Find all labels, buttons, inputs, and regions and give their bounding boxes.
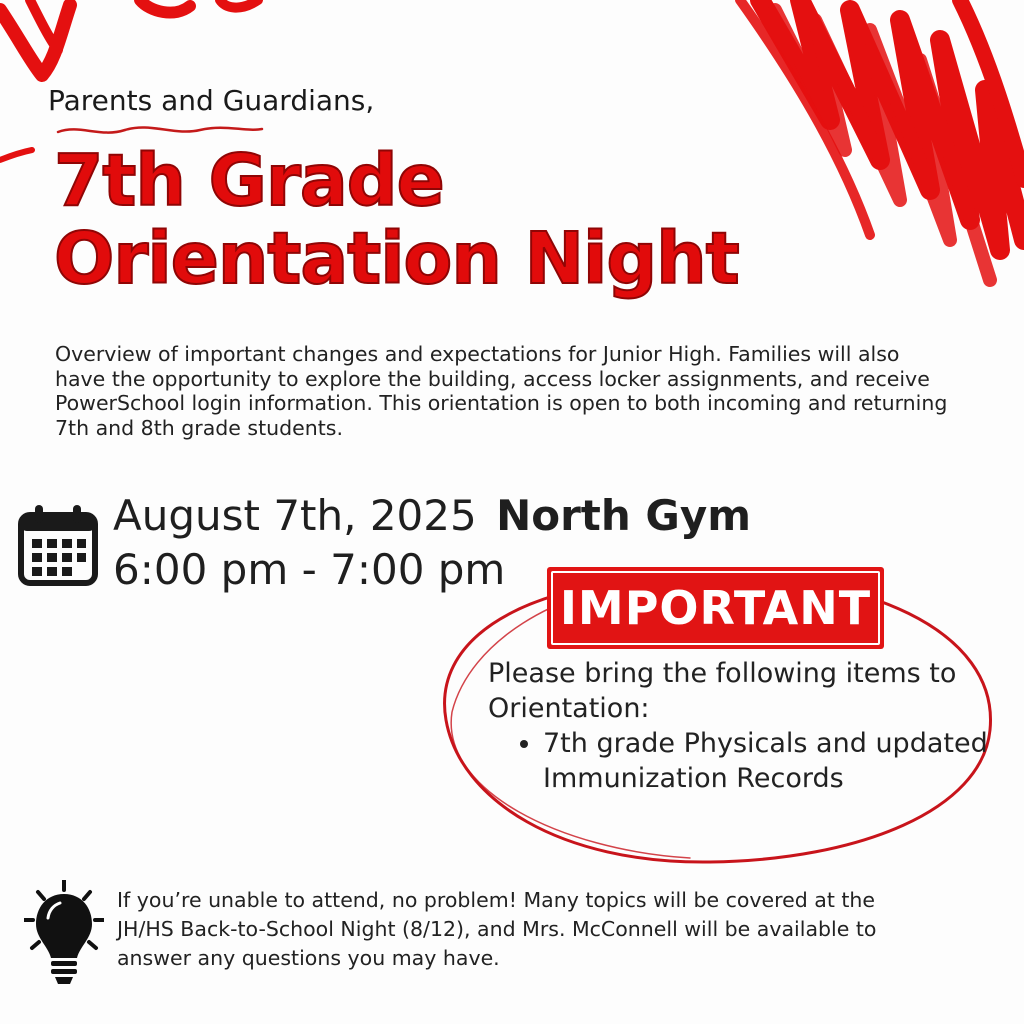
attendance-note: If you’re unable to attend, no problem! Many topics will be covered at the JH/HS Back-to-School Night (8/12), and Mrs. McConnell will be available to answer any questions you may have. [117,888,877,970]
bring-items-intro: Please bring the following items to Orientation: [488,658,957,724]
greeting: Parents and Guardians, [48,84,375,117]
title-line-2: Orientation Night [54,217,739,300]
bring-items-list [488,726,988,796]
event-location: North Gym [496,491,752,540]
important-label: IMPORTANT [559,581,872,635]
important-badge [547,567,884,649]
list-item: • 7th grade Physicals and updated Immunization Records [543,726,988,796]
lightbulb-icon [24,880,104,990]
event-description: Overview of important changes and expectations for Junior High. Families will also have the opportunity to explore the building, access locker assignments, and receive PowerSchool login information. This orientation is open to both incoming and returning 7th and 8th grade students. [55,342,948,440]
event-date-location [113,490,751,542]
calendar-icon [18,503,98,587]
event-date: August 7th, 2025 [113,491,477,540]
page-title [54,139,739,300]
title-line-1: 7th Grade [54,139,444,222]
event-time: 6:00 pm - 7:00 pm [113,545,506,594]
bring-items-section [488,656,988,796]
